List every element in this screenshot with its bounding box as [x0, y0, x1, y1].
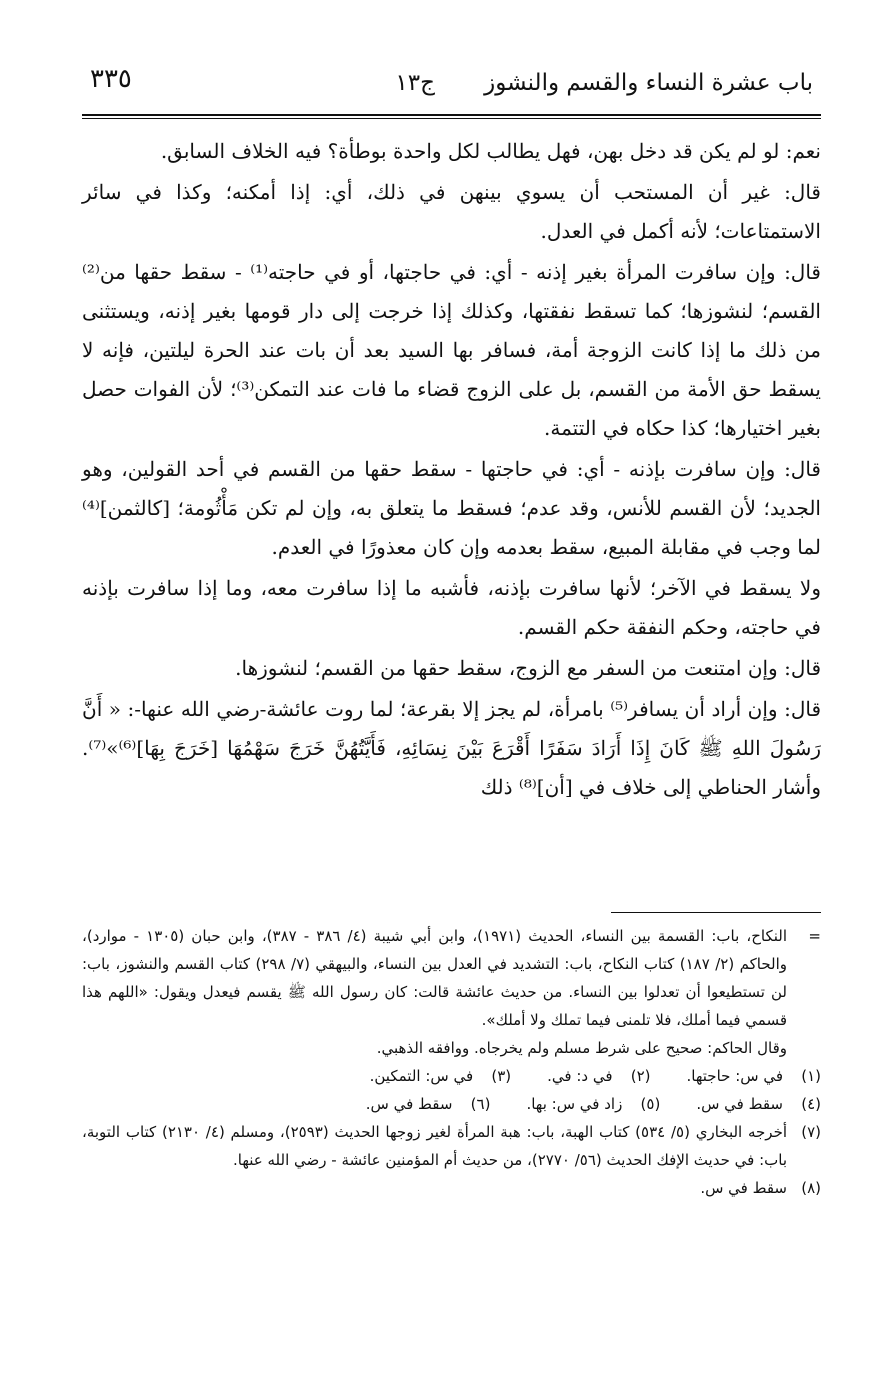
running-header: [82, 62, 821, 118]
footnote-text: سقط في س.: [696, 1095, 783, 1113]
footnote-row: [82, 1090, 821, 1118]
page-number: ٣٣٥: [90, 64, 132, 94]
footnote-marker: (٥): [640, 1095, 661, 1113]
footnote-7: [82, 1118, 821, 1174]
paragraph: ولا يسقط في الآخر؛ لأنها سافرت بإذنه، فأشبه ما إذا سافرت معه، وما إذا سافرت بإذنه في حاجته، وحكم النفقة حكم القسم.: [82, 576, 821, 639]
footnote-text: سقط في س.: [700, 1179, 787, 1197]
footnote-5: [526, 1090, 660, 1118]
footnote-2: [547, 1062, 650, 1090]
footnote-marker: (٦): [470, 1095, 491, 1113]
paragraph: قال: وإن سافرت بإذنه - أي: في حاجتها - سقط حقها من القسم في أحد القولين، وهو الجديد؛ لأن القسم للأنس، وقد عدم؛ فسقط ما يتعلق به، وإن لم تكن مَأْثُومة؛ [كالثمن]⁽⁴⁾ لما وجب في مقابلة المبيع، سقط بعدمه وإن كان معذورًا في العدم.: [82, 457, 821, 559]
main-text: [82, 132, 821, 809]
footnote-text: زاد في س: بها.: [526, 1095, 623, 1113]
footnote-row: [82, 1062, 821, 1090]
footnote-marker: (١): [801, 1067, 821, 1085]
footnote-6: [366, 1090, 491, 1118]
paragraph: نعم: لو لم يكن قد دخل بهن، فهل يطالب لكل واحدة بوطأة؟ فيه الخلاف السابق.: [160, 139, 821, 163]
footnote-continuation: [82, 922, 821, 1034]
footnote-text: أخرجه البخاري (٥/ ٥٣٤) كتاب الهبة، باب: هبة المرأة لغير زوجها الحديث (٢٥٩٣)، ومسلم (٤/ ٢١٣٠) كتاب التوبة، باب: في حديث الإفك الحديث (٥٦/ ٢٧٧٠)، من حديث أم المؤمنين عائشة - رضي الله عنها.: [82, 1123, 788, 1169]
footnote-marker: (٣): [491, 1067, 512, 1085]
paragraph: قال: وإن أراد أن يسافر⁽⁵⁾ بامرأة، لم يجز إلا بقرعة؛ لما روت عائشة-رضي الله عنها-: « أَنَّ رَسُولَ اللهِ ﷺ كَانَ إِذَا أَرَادَ سَفَرًا أَقْرَعَ بَيْنَ نِسَائِهِ، فَأَيَّتُهُنَّ خَرَجَ سَهْمُهَا [خَرَجَ بِهَا]⁽⁶⁾»⁽⁷⁾. وأشار الحناطي إلى خلاف في [أن]⁽⁸⁾ ذلك: [82, 697, 821, 799]
footnote-text: في د: في.: [547, 1067, 613, 1085]
header-rule: [82, 114, 821, 119]
footnote-marker: (٨): [801, 1179, 821, 1197]
paragraph: قال: وإن امتنعت من السفر مع الزوج، سقط حقها من القسم؛ لنشوزها.: [235, 656, 821, 680]
footnote-3: [370, 1062, 512, 1090]
paragraph: قال: وإن سافرت المرأة بغير إذنه - أي: في حاجتها، أو في حاجته⁽¹⁾ - سقط حقها من⁽²⁾ القسم؛ لنشوزها؛ كما تسقط نفقتها، وكذلك إذا خرجت إلى دار قومها بغير إذنه، ويستثنى من ذلك ما إذا كانت الزوجة أمة، فسافر بها السيد بعد أن بات عند الحرة ليلتين، فإنه لا يسقط حق الأمة من القسم، بل على الزوج قضاء ما فات عند التمكن⁽³⁾؛ لأن الفوات حصل بغير اختيارها؛ كذا حكاه في التتمة.: [82, 260, 821, 440]
paragraph: قال: غير أن المستحب أن يسوي بينهن في ذلك، أي: إذا أمكنه؛ وكذا في سائر الاستمتاعات؛ لأنه أكمل في العدل.: [82, 180, 821, 243]
footnote-marker: (٧): [801, 1123, 821, 1141]
chapter-title: باب عشرة النساء والقسم والنشوز: [484, 70, 813, 96]
footnote-text: النكاح، باب: القسمة بين النساء، الحديث (١٩٧١)، وابن أبي شيبة (٤/ ٣٨٦ - ٣٨٧)، وابن حبان (١٣٠٥ - موارد)، والحاكم (٢/ ١٨٧) كتاب النكاح، باب: التشديد في العدل بين النساء، والبيهقي (٧/ ٢٩٨) كتاب القسم والنشوز، باب: لن تستطيعوا أن تعدلوا بين النساء. من حديث عائشة قالت: كان رسول الله ﷺ يقسم فيعدل ويقول: «اللهم هذا قسمي فيما أملك، فلا تلمنى فيما تملك ولا أملك».: [82, 927, 788, 1029]
hakim-note: وقال الحاكم: صحيح على شرط مسلم ولم يخرجاه. ووافقه الذهبي.: [376, 1039, 787, 1057]
footnote-text: في س: حاجتها.: [686, 1067, 783, 1085]
footnote-8: [82, 1174, 821, 1202]
footnote-text: سقط في س.: [365, 1095, 453, 1113]
continuation-marker: =: [808, 927, 821, 945]
footnotes: [82, 922, 821, 1202]
footnote-marker: (٤): [801, 1095, 821, 1113]
volume-label: ج١٣: [395, 70, 435, 96]
footnote-marker: (٢): [630, 1067, 651, 1085]
footnote-4: [696, 1090, 821, 1118]
footnote-1: [687, 1062, 821, 1090]
footnote-text: في س: التمكين.: [369, 1067, 474, 1085]
footnote-separator: [611, 912, 821, 913]
